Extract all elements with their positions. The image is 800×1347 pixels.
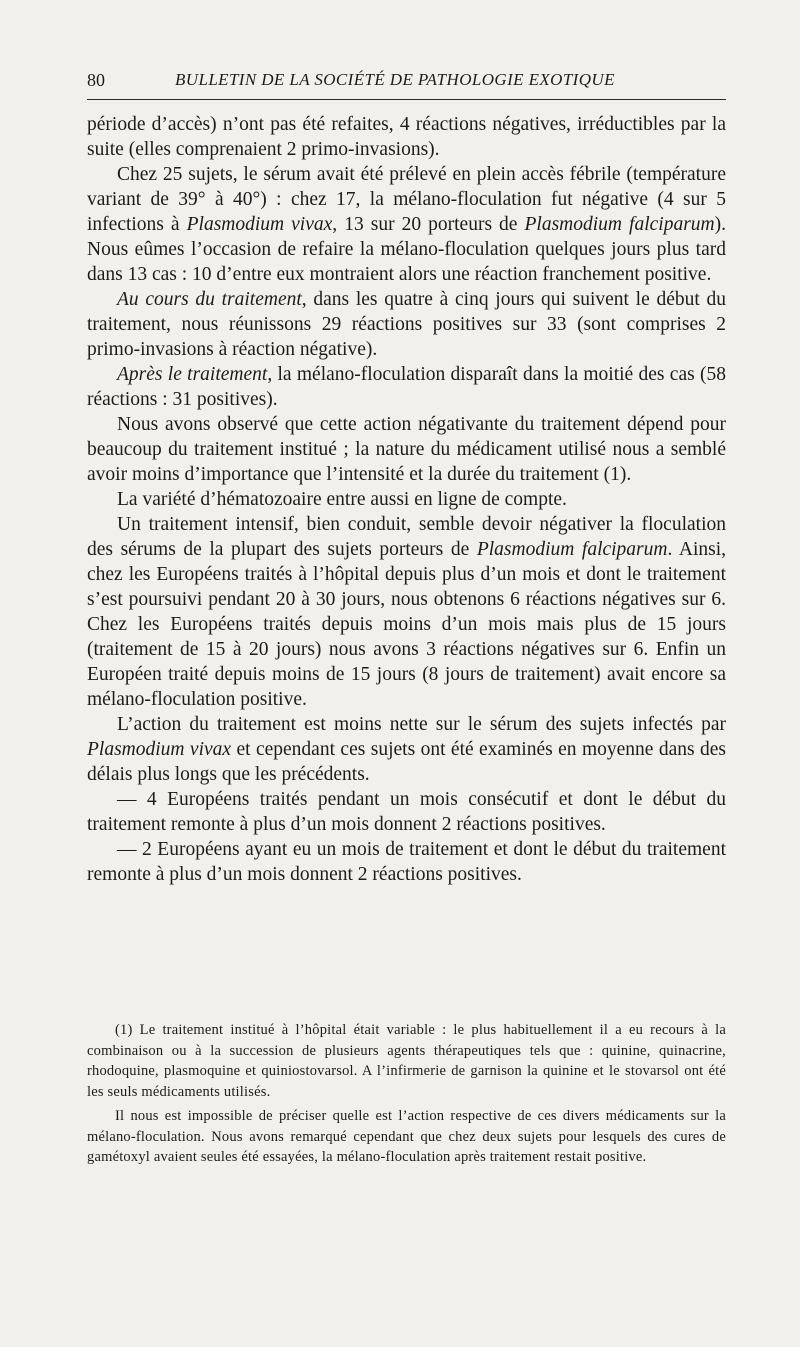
body-text bbox=[87, 112, 726, 887]
species-name: Plasmodium vivax bbox=[186, 214, 333, 235]
paragraph-after-treatment: Après le traitement, la mélano-floculation disparaît dans la moitié des cas (58 réactions : 31 positives). bbox=[87, 364, 726, 410]
footnote-continuation: Il nous est impossible de préciser quelle est l’action respective de ces divers médicaments sur la mélano-floculation. Nous avons remarqué cependant que chez deux sujets pour lesquels des cures de gamétoxyl avaient seules été essayées, la mélano-floculation après traitement restait positive. bbox=[87, 1108, 726, 1165]
section-heading: Après le traitement bbox=[117, 364, 268, 385]
paragraph-continuation: période d’accès) n’ont pas été refaites, 4 réactions négatives, irréductibles par la suite (elles comprenaient 2 primo-invasions). bbox=[87, 114, 726, 160]
paragraph-list-item: — 4 Européens traités pendant un mois consécutif et dont le début du traitement remonte à plus d’un mois donnent 2 réactions positives. bbox=[87, 789, 726, 835]
paragraph-treatment-effect: Nous avons observé que cette action négativante du traitement dépend pour beaucoup du traitement institué ; la nature du médicament utilisé nous a semblé avoir moins d’importance que l’intensité et la durée du traitement (1). bbox=[87, 414, 726, 485]
paragraph-fever-sera: Chez 25 sujets, le sérum avait été prélevé en plein accès fébrile (température variant de 39° à 40°) : chez 17, la mélano-floculation fut négative (4 sur 5 infections à Plasmodium vivax, 13 sur 20 porteurs de Plasmodium falciparum). Nous eûmes l’occasion de refaire la mélano-floculation quelques jours plus tard dans 13 cas : 10 d’entre eux montraient alors une réaction franchement positive. bbox=[87, 164, 726, 285]
paragraph-during-treatment: Au cours du traitement, dans les quatre à cinq jours qui suivent le début du traitement, nous réunissons 29 réactions positives sur 33 (sont comprises 2 primo-invasions à réaction négative). bbox=[87, 289, 727, 360]
species-name: Plasmodium vivax bbox=[87, 739, 232, 760]
header-rule bbox=[87, 99, 726, 100]
section-heading: Au cours du traitement bbox=[117, 289, 302, 310]
species-name: Plasmodium falciparum bbox=[476, 539, 668, 560]
paragraph-falciparum-cases: Un traitement intensif, bien conduit, semble devoir négativer la floculation des sérums de la plupart des sujets porteurs de Plasmodium falciparum. Ainsi, chez les Européens traités à l’hôpital depuis plus d’un mois et dont le traitement s’est poursuivi pendant 20 à 30 jours, nous obtenons 6 réactions négatives sur 6. Chez les Européens traités depuis moins d’un mois mais plus de 15 jours (traitement de 15 à 20 jours) nous avons 3 réactions négatives sur 6. Enfin un Européen traité depuis moins de 15 jours (8 jours de traitement) avait encore sa mélano-floculation positive. bbox=[87, 514, 726, 710]
page-header bbox=[87, 70, 726, 96]
running-title: BULLETIN DE LA SOCIÉTÉ DE PATHOLOGIE EXOTIQUE bbox=[175, 70, 615, 89]
page-number: 80 bbox=[87, 70, 105, 90]
footnote-1: (1) Le traitement institué à l’hôpital était variable : le plus habituellement il a eu recours à la combinaison ou à la succession de plusieurs agents thérapeutiques tels que : quinine, quinacrine, rhodoquine, plasmoquine et quiniostovarsol. A l’infirmerie de garnison la quinine et le stovarsol ont été les seuls médicaments utilisés. bbox=[87, 1022, 726, 1100]
species-name: Plasmodium falciparum bbox=[524, 214, 715, 235]
paragraph-vivax-cases: L’action du traitement est moins nette sur le sérum des sujets infectés par Plasmodium vivax et cependant ces sujets ont été examinés en moyenne dans des délais plus longs que les précédents. bbox=[87, 714, 726, 785]
footnotes bbox=[87, 1020, 726, 1172]
paragraph-parasite-variety: La variété d’hématozoaire entre aussi en ligne de compte. bbox=[117, 489, 567, 510]
paragraph-list-item: — 2 Européens ayant eu un mois de traitement et dont le début du traitement remonte à plus d’un mois donnent 2 réactions positives. bbox=[87, 839, 726, 885]
